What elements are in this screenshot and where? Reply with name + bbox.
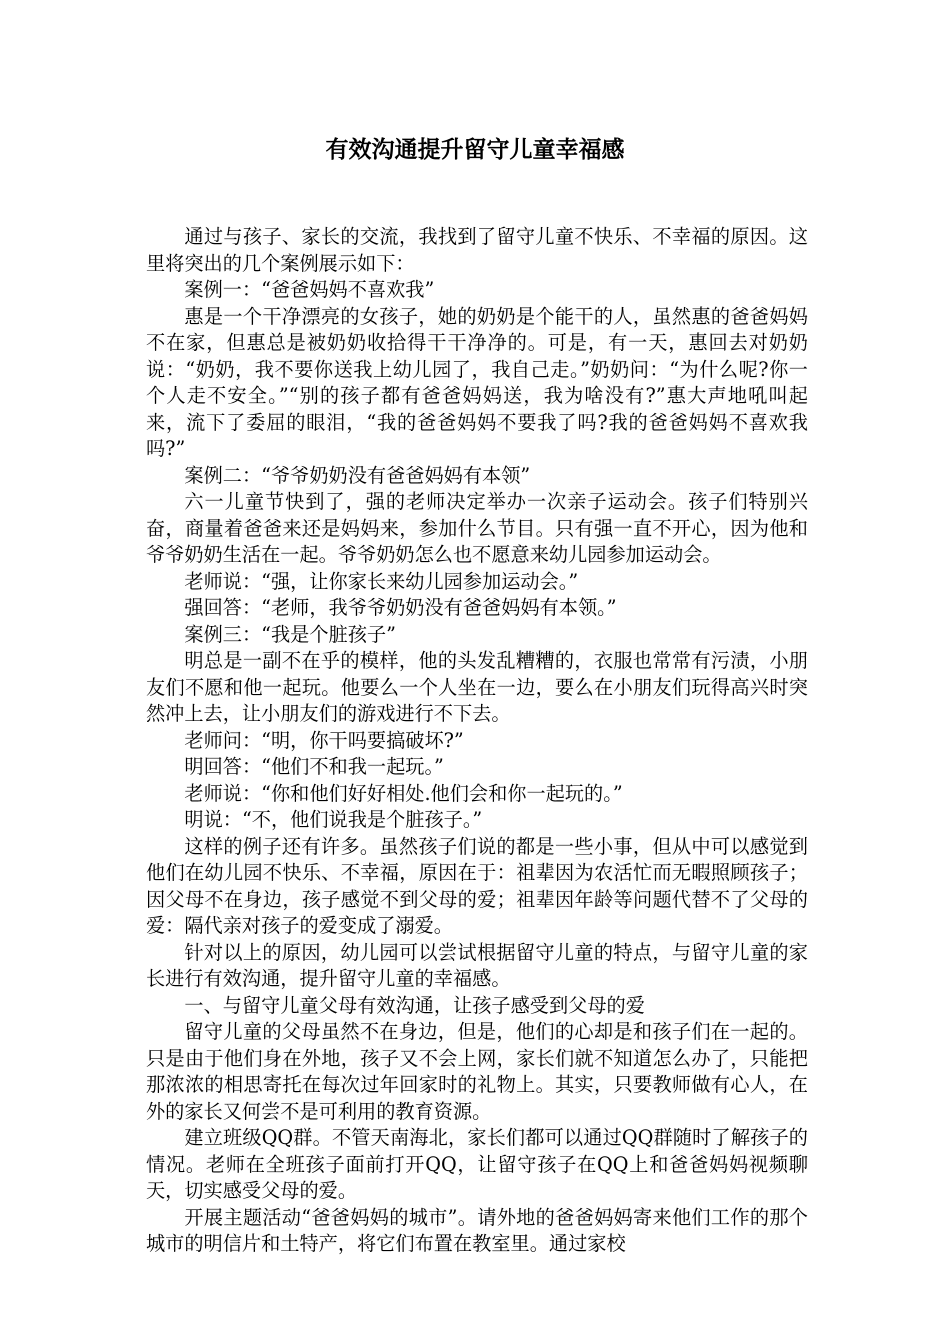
section-heading: 一、与留守儿童父母有效沟通，让孩子感受到父母的爱 bbox=[184, 993, 645, 1017]
dialogue-line: 老师说：“你和他们好好相处.他们会和你一起玩的。” bbox=[184, 781, 623, 805]
paragraph: 留守儿童的父母虽然不在身边，但是，他们的心却是和孩子们在一起的。只是由于他们身在外地，孩子又不会上网，家长们就不知道怎么办了，只能把那浓浓的相思寄托在每次过年回家时的礼物上。其实，只要教师做有心人，在外的家长又何尝不是可利用的教育资源。 bbox=[146, 1020, 808, 1123]
paragraph: 六一儿童节快到了，强的老师决定举办一次亲子运动会。孩子们特别兴奋，商量着爸爸来还是妈妈来，参加什么节目。只有强一直不开心，因为他和爷爷奶奶生活在一起。爷爷奶奶怎么也不愿意来幼儿园参加运动会。 bbox=[146, 490, 808, 566]
paragraph: 惠是一个干净漂亮的女孩子，她的奶奶是个能干的人，虽然惠的爸爸妈妈不在家，但惠总是被奶奶收拾得干干净净的。可是，有一天，惠回去对奶奶说：“奶奶，我不要你送我上幼儿园了，我自己走。”奶奶问：“为什么呢?你一个人走不安全。”“别的孩子都有爸爸妈妈送，我为啥没有?”惠大声地吼叫起来，流下了委屈的眼泪，“我的爸爸妈妈不要我了吗?我的爸爸妈妈不喜欢我吗?” bbox=[146, 304, 808, 460]
dialogue-line: 强回答：“老师，我爷爷奶奶没有爸爸妈妈有本领。” bbox=[184, 596, 617, 619]
paragraph: 通过与孩子、家长的交流，我找到了留守儿童不快乐、不幸福的原因。这里将突出的几个案例展示如下： bbox=[146, 225, 808, 275]
case-heading: 案例三：“我是个脏孩子” bbox=[184, 622, 396, 646]
paragraph: 这样的例子还有许多。虽然孩子们说的都是一些小事，但从中可以感觉到他们在幼儿园不快乐、不幸福，原因在于：祖辈因为农活忙而无暇照顾孩子；因父母不在身边，孩子感觉不到父母的爱；祖辈因年龄等问题代替不了父母的爱：隔代亲对孩子的爱变成了溺爱。 bbox=[146, 834, 808, 937]
paragraph: 明总是一副不在乎的模样，他的头发乱糟糟的，衣服也常常有污渍，小朋友们不愿和他一起玩。他要么一个人坐在一边，要么在小朋友们玩得高兴时突然冲上去，让小朋友们的游戏进行不下去。 bbox=[146, 649, 808, 725]
case-heading: 案例一：“爸爸妈妈不喜欢我” bbox=[184, 278, 435, 301]
case-heading: 案例二：“爷爷奶奶没有爸爸妈妈有本领” bbox=[184, 463, 531, 487]
paragraph: 建立班级QQ群。不管天南海北，家长们都可以通过QQ群随时了解孩子的情况。老师在全班孩子面前打开QQ，让留守孩子在QQ上和爸爸妈妈视频聊天，切实感受父母的爱。 bbox=[146, 1126, 808, 1202]
document-title: 有效沟通提升留守儿童幸福感 bbox=[325, 136, 625, 163]
document-body bbox=[146, 224, 808, 1258]
dialogue-line: 老师问：“明，你干吗要搞破坏?” bbox=[184, 728, 464, 752]
paragraph: 针对以上的原因，幼儿园可以尝试根据留守儿童的特点，与留守儿童的家长进行有效沟通，提升留守儿童的幸福感。 bbox=[146, 940, 808, 990]
paragraph: 开展主题活动“爸爸妈妈的城市”。请外地的爸爸妈妈寄来他们工作的那个城市的明信片和土特产，将它们布置在教室里。通过家校 bbox=[146, 1205, 808, 1255]
dialogue-line: 老师说：“强，让你家长来幼儿园参加运动会。” bbox=[184, 569, 579, 593]
dialogue-line: 明说：“不，他们说我是个脏孩子。” bbox=[184, 808, 483, 831]
dialogue-line: 明回答：“他们不和我一起玩。” bbox=[184, 755, 444, 778]
